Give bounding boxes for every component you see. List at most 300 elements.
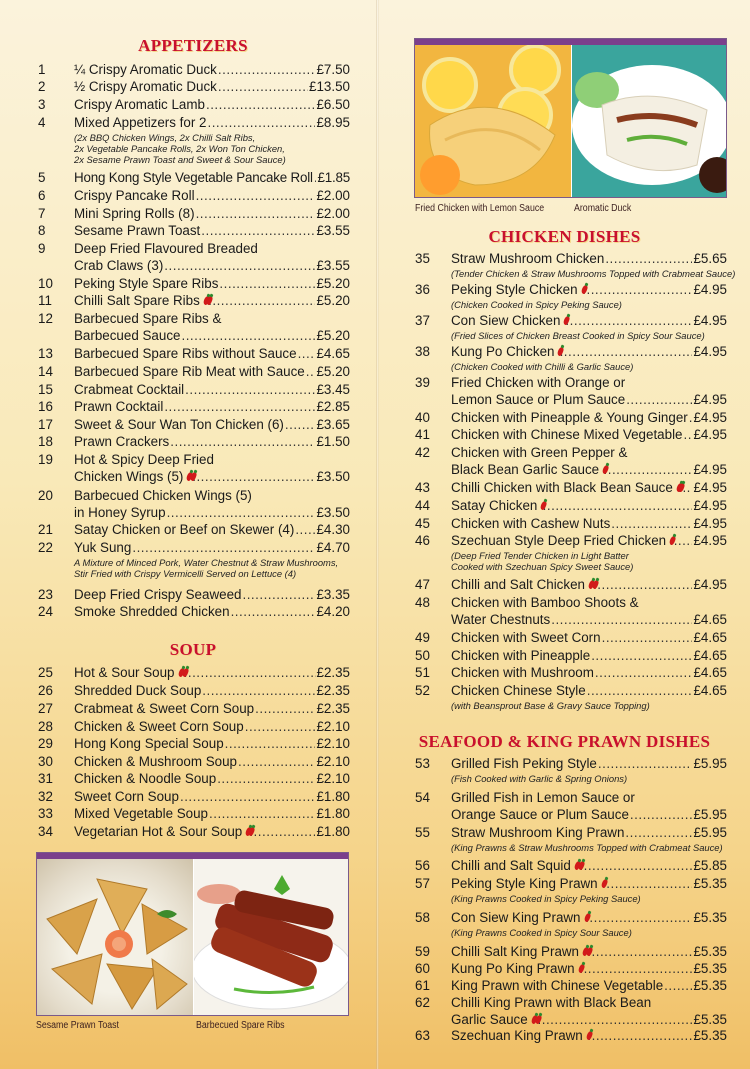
item-number: 26 <box>38 683 53 698</box>
chili-icon <box>185 470 187 481</box>
item-price: £4.95 <box>693 577 727 592</box>
item-number: 28 <box>38 719 53 734</box>
item-number: 39 <box>415 375 430 390</box>
leader-dots <box>164 399 315 415</box>
item-name: Chicken Wings (5) <box>74 469 184 484</box>
caption-spare-ribs: Barbecued Spare Ribs <box>196 1020 285 1031</box>
item-name: Fried Chicken with Orange or <box>451 375 626 390</box>
leader-dots <box>208 293 315 309</box>
chili-icon <box>580 283 582 294</box>
item-number: 42 <box>415 445 430 460</box>
item-name: Chicken with Chinese Mixed Vegetable <box>451 427 683 442</box>
item-description: (Fish Cooked with Garlic & Spring Onions) <box>451 773 628 784</box>
caption-prawn-toast: Sesame Prawn Toast <box>36 1020 119 1031</box>
item-price: £4.95 <box>693 392 727 407</box>
chili-icon <box>181 666 183 677</box>
leader-dots <box>560 344 693 360</box>
chili-icon <box>585 945 587 956</box>
item-number: 11 <box>38 293 52 308</box>
item-price: £1.80 <box>316 824 350 839</box>
item-name: Garlic Sauce <box>451 1012 528 1027</box>
item-price: £4.95 <box>693 282 727 297</box>
item-price: £4.65 <box>693 630 727 645</box>
item-description: A Mixture of Minced Pork, Water Chestnut & Straw Mushrooms, <box>74 557 339 568</box>
leader-dots <box>192 469 315 485</box>
leader-dots <box>196 188 316 204</box>
item-name: Mixed Vegetable Soup <box>74 806 209 821</box>
leader-dots <box>170 434 315 450</box>
leader-dots <box>249 824 315 840</box>
item-description: (King Prawns Cooked in Spicy Peking Sauce) <box>451 893 641 904</box>
item-number: 55 <box>415 825 430 840</box>
item-price: £3.65 <box>316 417 350 432</box>
item-price: £4.95 <box>693 516 727 531</box>
leader-dots <box>551 612 692 628</box>
leader-dots <box>602 630 693 646</box>
item-name: Kung Po Chicken <box>451 344 555 359</box>
item-price: £1.85 <box>317 170 350 185</box>
item-number: 47 <box>415 577 430 592</box>
item-price: £2.35 <box>316 683 350 698</box>
item-number: 35 <box>415 251 430 266</box>
leader-dots <box>295 522 315 538</box>
item-price: £4.65 <box>316 346 350 361</box>
item-name: Shredded Duck Soup <box>74 683 202 698</box>
item-number: 12 <box>38 311 53 326</box>
item-name: Barbecued Sauce <box>74 328 181 343</box>
item-number: 52 <box>415 683 430 698</box>
item-name: in Honey Syrup <box>74 505 166 520</box>
item-number: 7 <box>38 206 46 221</box>
item-name: Straw Mushroom King Prawn <box>451 825 625 840</box>
caption-aromatic-duck: Aromatic Duck <box>574 203 632 214</box>
item-name: Sweet & Sour Wan Ton Chicken (6) <box>74 417 284 432</box>
item-number: 48 <box>415 595 430 610</box>
soup-heading: SOUP <box>169 640 217 659</box>
item-price: £2.10 <box>316 771 350 786</box>
item-number: 19 <box>38 452 53 467</box>
leader-dots <box>184 665 316 681</box>
chili-icon <box>577 962 579 973</box>
item-name: Grilled Fish Peking Style <box>451 756 597 771</box>
leader-dots <box>217 771 315 787</box>
item-price: £4.95 <box>693 533 727 548</box>
item-name: Water Chestnuts <box>451 612 551 627</box>
lemon-chicken-photo <box>415 45 571 198</box>
leader-dots <box>664 978 692 994</box>
item-number: 60 <box>415 961 430 976</box>
leader-dots <box>585 910 692 926</box>
item-number: 53 <box>415 756 430 771</box>
item-name: Smoke Shredded Chicken <box>74 604 230 619</box>
item-number: 58 <box>415 910 430 925</box>
item-description: (King Prawns & Straw Mushrooms Topped with Crabmeat Sauce) <box>451 842 723 853</box>
item-price: £3.35 <box>316 587 350 602</box>
item-price: £1.80 <box>316 806 350 821</box>
item-number: 27 <box>38 701 53 716</box>
item-name: Mixed Appetizers for 2 <box>74 115 207 130</box>
item-name: Chicken with Sweet Corn <box>451 630 601 645</box>
item-number: 33 <box>38 806 53 821</box>
item-price: £2.35 <box>316 665 351 680</box>
item-name: Crispy Aromatic Lamb <box>74 97 205 112</box>
item-price: £4.65 <box>693 665 727 680</box>
item-number: 22 <box>38 540 53 555</box>
item-price: £5.20 <box>316 293 350 308</box>
item-price: £5.35 <box>693 876 727 891</box>
item-price: £4.70 <box>316 540 350 555</box>
item-price: £4.95 <box>693 313 727 328</box>
spare-ribs-photo <box>194 859 349 1016</box>
item-name: Chicken with Green Pepper & <box>451 445 628 460</box>
item-number: 40 <box>415 410 430 425</box>
aromatic-duck-image <box>572 45 727 198</box>
item-name: Chilli and Salt Squid <box>451 858 571 873</box>
item-description: (Chicken Cooked with Chilli & Garlic Sauce) <box>451 361 634 372</box>
leader-dots <box>602 876 692 892</box>
leader-dots <box>180 789 316 805</box>
chili-icon <box>534 1013 536 1024</box>
leader-dots <box>245 719 316 735</box>
item-number: 3 <box>38 97 46 112</box>
leader-dots <box>314 170 317 186</box>
leader-dots <box>625 825 692 841</box>
item-name: Szechuan King Prawn <box>451 1028 583 1043</box>
item-number: 50 <box>415 648 430 663</box>
item-name: Chicken with Bamboo Shoots & <box>451 595 639 610</box>
item-number: 9 <box>38 241 46 256</box>
item-name: Mini Spring Rolls (8) <box>74 206 195 221</box>
item-name: ¼ Crispy Aromatic Duck <box>74 62 217 77</box>
item-description: 2x Sesame Prawn Toast and Sweet & Sour Sauce) <box>74 154 286 165</box>
item-name: Barbecued Chicken Wings (5) <box>74 488 252 503</box>
item-price: £5.35 <box>693 1028 727 1043</box>
item-number: 18 <box>38 434 53 449</box>
leader-dots <box>543 498 693 514</box>
item-price: £5.35 <box>693 978 727 993</box>
leader-dots <box>306 364 316 380</box>
item-name: Sesame Prawn Toast <box>74 223 201 238</box>
chicken-heading: CHICKEN DISHES <box>488 227 641 246</box>
item-description: (2x BBQ Chicken Wings, 2x Chilli Salt Ribs, <box>74 132 256 143</box>
item-number: 14 <box>38 364 53 379</box>
item-price: £4.95 <box>693 410 727 425</box>
item-price: £5.20 <box>316 276 350 291</box>
item-number: 41 <box>415 427 430 442</box>
item-number: 37 <box>415 313 430 328</box>
leader-dots <box>202 683 315 699</box>
item-name: Chicken with Cashew Nuts <box>451 516 611 531</box>
item-price: £13.50 <box>309 79 350 94</box>
item-price: £3.45 <box>316 382 350 397</box>
leader-dots <box>593 577 692 593</box>
item-name: Chilli Salt King Prawn <box>451 944 580 959</box>
item-description: 2x Vegetable Pancake Rolls, 2x Won Ton Chicken, <box>74 143 285 154</box>
item-number: 10 <box>38 276 53 291</box>
leader-dots <box>298 346 316 362</box>
item-name: Crispy Pancake Roll <box>74 188 195 203</box>
item-name: Vegetarian Hot & Sour Soup <box>74 824 243 839</box>
item-name: Con Siew King Prawn <box>451 910 581 925</box>
leader-dots <box>255 701 315 717</box>
leader-dots <box>684 427 693 443</box>
item-description: (Fried Slices of Chicken Breast Cooked in Spicy Sour Sauce) <box>451 330 705 341</box>
chili-icon <box>205 294 207 305</box>
leader-dots <box>219 276 315 292</box>
item-number: 62 <box>415 995 430 1010</box>
item-price: £2.00 <box>316 188 350 203</box>
item-name: King Prawn with Chinese Vegetable <box>451 978 664 993</box>
item-name: Crabmeat Cocktail <box>74 382 185 397</box>
item-number: 30 <box>38 754 53 769</box>
photo-band-left <box>36 852 349 1016</box>
item-description: (Deep Fried Tender Chicken in Light Batter <box>451 550 629 561</box>
caption-lemon-chicken: Fried Chicken with Lemon Sauce <box>415 203 545 214</box>
leader-dots <box>587 1028 692 1044</box>
item-price: £4.20 <box>316 604 350 619</box>
chili-icon <box>189 470 191 481</box>
item-number: 15 <box>38 382 53 397</box>
item-number: 25 <box>38 665 53 680</box>
item-number: 43 <box>415 480 430 495</box>
leader-dots <box>242 587 315 603</box>
leader-dots <box>207 115 315 131</box>
item-price: £5.35 <box>693 1012 728 1027</box>
item-name: Yuk Sung <box>74 540 132 555</box>
chili-icon <box>177 666 179 677</box>
item-name: Crabmeat & Sweet Corn Soup <box>74 701 255 716</box>
item-price: £7.50 <box>316 62 350 77</box>
item-price: £3.55 <box>316 223 350 238</box>
item-name: Chilli King Prawn with Black Bean <box>451 995 652 1010</box>
aromatic-duck-photo <box>572 45 727 198</box>
item-name: Satay Chicken <box>451 498 538 513</box>
leader-dots <box>231 604 316 620</box>
item-number: 6 <box>38 188 46 203</box>
chili-icon <box>530 1013 532 1024</box>
item-number: 38 <box>415 344 430 359</box>
item-price: £4.95 <box>693 344 727 359</box>
leader-dots <box>598 756 693 772</box>
chili-icon <box>591 578 593 589</box>
chili-icon <box>585 1029 587 1040</box>
item-name: Sweet Corn Soup <box>74 789 179 804</box>
item-number: 24 <box>38 604 53 619</box>
item-name: ½ Crispy Aromatic Duck <box>74 79 217 94</box>
item-name: Black Bean Garlic Sauce <box>451 462 600 477</box>
chili-icon <box>562 314 564 325</box>
item-price: £5.35 <box>693 961 727 976</box>
item-number: 8 <box>38 223 46 238</box>
item-name: Barbecued Spare Ribs & <box>74 311 222 326</box>
item-price: £1.80 <box>316 789 350 804</box>
leader-dots <box>185 382 315 398</box>
item-number: 46 <box>415 533 430 548</box>
item-description: (King Prawns Cooked in Spicy Sour Sauce) <box>451 927 632 938</box>
item-price: £4.95 <box>693 427 727 442</box>
item-price: £8.95 <box>316 115 350 130</box>
leader-dots <box>167 505 316 521</box>
item-number: 21 <box>38 522 53 537</box>
item-price: £3.50 <box>316 469 350 484</box>
appetizers-heading: APPETIZERS <box>138 36 248 55</box>
sesame-prawn-toast-photo <box>37 859 193 1016</box>
item-number: 59 <box>415 944 430 959</box>
item-number: 1 <box>38 62 46 77</box>
photo-band-right <box>414 38 727 198</box>
item-price: £4.30 <box>316 522 350 537</box>
leader-dots <box>132 540 315 556</box>
item-price: £2.85 <box>316 399 350 414</box>
item-name: Peking Style King Prawn <box>451 876 598 891</box>
chili-icon <box>583 911 585 922</box>
leader-dots <box>591 648 692 664</box>
chili-icon <box>202 294 204 305</box>
item-price: £5.20 <box>316 328 350 343</box>
item-name: Prawn Crackers <box>74 434 170 449</box>
item-price: £4.65 <box>693 648 727 663</box>
chili-icon <box>577 859 579 870</box>
item-name: Straw Mushroom Chicken <box>451 251 605 266</box>
item-price: £4.95 <box>693 462 727 477</box>
item-price: £5.35 <box>693 944 727 959</box>
item-name: Chilli and Salt Chicken <box>451 577 585 592</box>
item-name: Chicken & Mushroom Soup <box>74 754 237 769</box>
item-price: £2.35 <box>316 701 350 716</box>
item-number: 2 <box>38 79 46 94</box>
item-price: £3.55 <box>316 258 350 273</box>
item-name: Barbecued Spare Ribs without Sauce <box>74 346 297 361</box>
item-name: Peking Style Chicken <box>451 282 578 297</box>
item-name: Szechuan Style Deep Fried Chicken <box>451 533 667 548</box>
leader-dots <box>582 282 692 298</box>
item-price: £2.10 <box>316 719 350 734</box>
item-number: 44 <box>415 498 430 513</box>
leader-dots <box>689 410 693 426</box>
item-price: £2.10 <box>316 736 350 751</box>
item-name: Lemon Sauce or Plum Sauce <box>451 392 626 407</box>
item-price: £1.50 <box>316 434 350 449</box>
item-price: £5.85 <box>693 858 727 873</box>
item-name: Chilli Chicken with Black Bean Sauce <box>451 480 673 495</box>
item-price: £5.95 <box>693 807 727 822</box>
leader-dots <box>579 858 692 874</box>
item-number: 54 <box>415 790 430 805</box>
item-name: Chilli Salt Spare Ribs <box>74 293 200 308</box>
item-number: 49 <box>415 630 430 645</box>
item-name: Chicken with Pineapple & Young Ginger <box>451 410 688 425</box>
leader-dots <box>218 62 316 78</box>
item-price: £5.65 <box>693 251 727 266</box>
item-number: 63 <box>415 1028 430 1043</box>
leader-dots <box>565 313 692 329</box>
item-name: Hot & Sour Soup <box>74 665 175 680</box>
chili-icon <box>247 825 248 836</box>
item-number: 5 <box>38 170 46 185</box>
leader-dots <box>611 516 692 532</box>
item-number: 13 <box>38 346 53 361</box>
item-price: £3.50 <box>316 505 350 520</box>
chili-icon <box>600 877 601 888</box>
page-fold <box>376 0 379 1069</box>
item-name: Prawn Cocktail <box>74 399 164 414</box>
leader-dots <box>626 392 692 408</box>
item-price: £4.65 <box>693 683 727 698</box>
item-name: Hong Kong Style Vegetable Pancake Roll <box>74 170 313 185</box>
item-description: (with Beansprout Base & Gravy Sauce Topping) <box>451 700 650 711</box>
leader-dots <box>587 683 693 699</box>
leader-dots <box>181 328 315 344</box>
item-number: 4 <box>38 115 46 130</box>
leader-dots <box>196 206 316 222</box>
item-number: 45 <box>415 516 430 531</box>
item-name: Grilled Fish in Lemon Sauce or <box>451 790 635 805</box>
leader-dots <box>218 79 308 95</box>
item-number: 57 <box>415 876 430 891</box>
item-name: Peking Style Spare Ribs <box>74 276 219 291</box>
leader-dots <box>538 1012 693 1028</box>
item-description: (Tender Chicken & Straw Mushrooms Topped with Crabmeat Sauce) <box>451 268 736 279</box>
item-description: (Chicken Cooked in Spicy Peking Sauce) <box>451 299 622 310</box>
leader-dots <box>587 944 692 960</box>
item-name: Chicken with Pineapple <box>451 648 591 663</box>
item-name: Kung Po King Prawn <box>451 961 575 976</box>
leader-dots <box>206 97 316 113</box>
item-price: £5.20 <box>316 364 350 379</box>
leader-dots <box>201 223 315 239</box>
item-number: 17 <box>38 417 53 432</box>
chili-icon <box>581 945 583 956</box>
chili-icon <box>244 825 245 836</box>
seafood-heading: SEAFOOD & KING PRAWN DISHES <box>418 732 711 751</box>
item-name: Barbecued Spare Rib Meat with Sauce <box>74 364 305 379</box>
chili-icon <box>601 463 602 474</box>
item-number: 31 <box>38 771 53 786</box>
leader-dots <box>605 251 692 267</box>
item-name: Chicken with Mushroom <box>451 665 594 680</box>
item-price: £6.50 <box>316 97 350 112</box>
leader-dots <box>595 665 693 681</box>
item-price: £4.95 <box>693 480 727 495</box>
item-name: Chicken & Noodle Soup <box>74 771 217 786</box>
item-price: £5.95 <box>693 825 727 840</box>
item-price: £2.00 <box>316 206 350 221</box>
item-name: Chicken Chinese Style <box>451 683 586 698</box>
chili-icon <box>539 499 541 510</box>
item-description: Stir Fried with Crispy Vermicelli Served on Lettuce (4) <box>74 568 297 579</box>
toast-image <box>37 859 193 1016</box>
item-name: Chicken & Sweet Corn Soup <box>74 719 244 734</box>
chili-icon <box>573 859 575 870</box>
item-name: Satay Chicken or Beef on Skewer (4) <box>74 522 295 537</box>
leader-dots <box>630 807 693 823</box>
item-name: Crab Claws (3) <box>74 258 164 273</box>
item-number: 29 <box>38 736 53 751</box>
leader-dots <box>164 258 315 274</box>
chili-icon <box>556 345 558 356</box>
item-name: Orange Sauce or Plum Sauce <box>451 807 629 822</box>
leader-dots <box>285 417 316 433</box>
chili-icon <box>587 578 589 589</box>
item-price: £5.35 <box>693 910 727 925</box>
item-name: Con Siew Chicken <box>451 313 561 328</box>
leader-dots <box>604 462 693 478</box>
lemon-chicken-image <box>415 45 571 198</box>
item-price: £2.10 <box>316 754 350 769</box>
item-number: 36 <box>415 282 430 297</box>
item-number: 23 <box>38 587 53 602</box>
item-number: 20 <box>38 488 53 503</box>
